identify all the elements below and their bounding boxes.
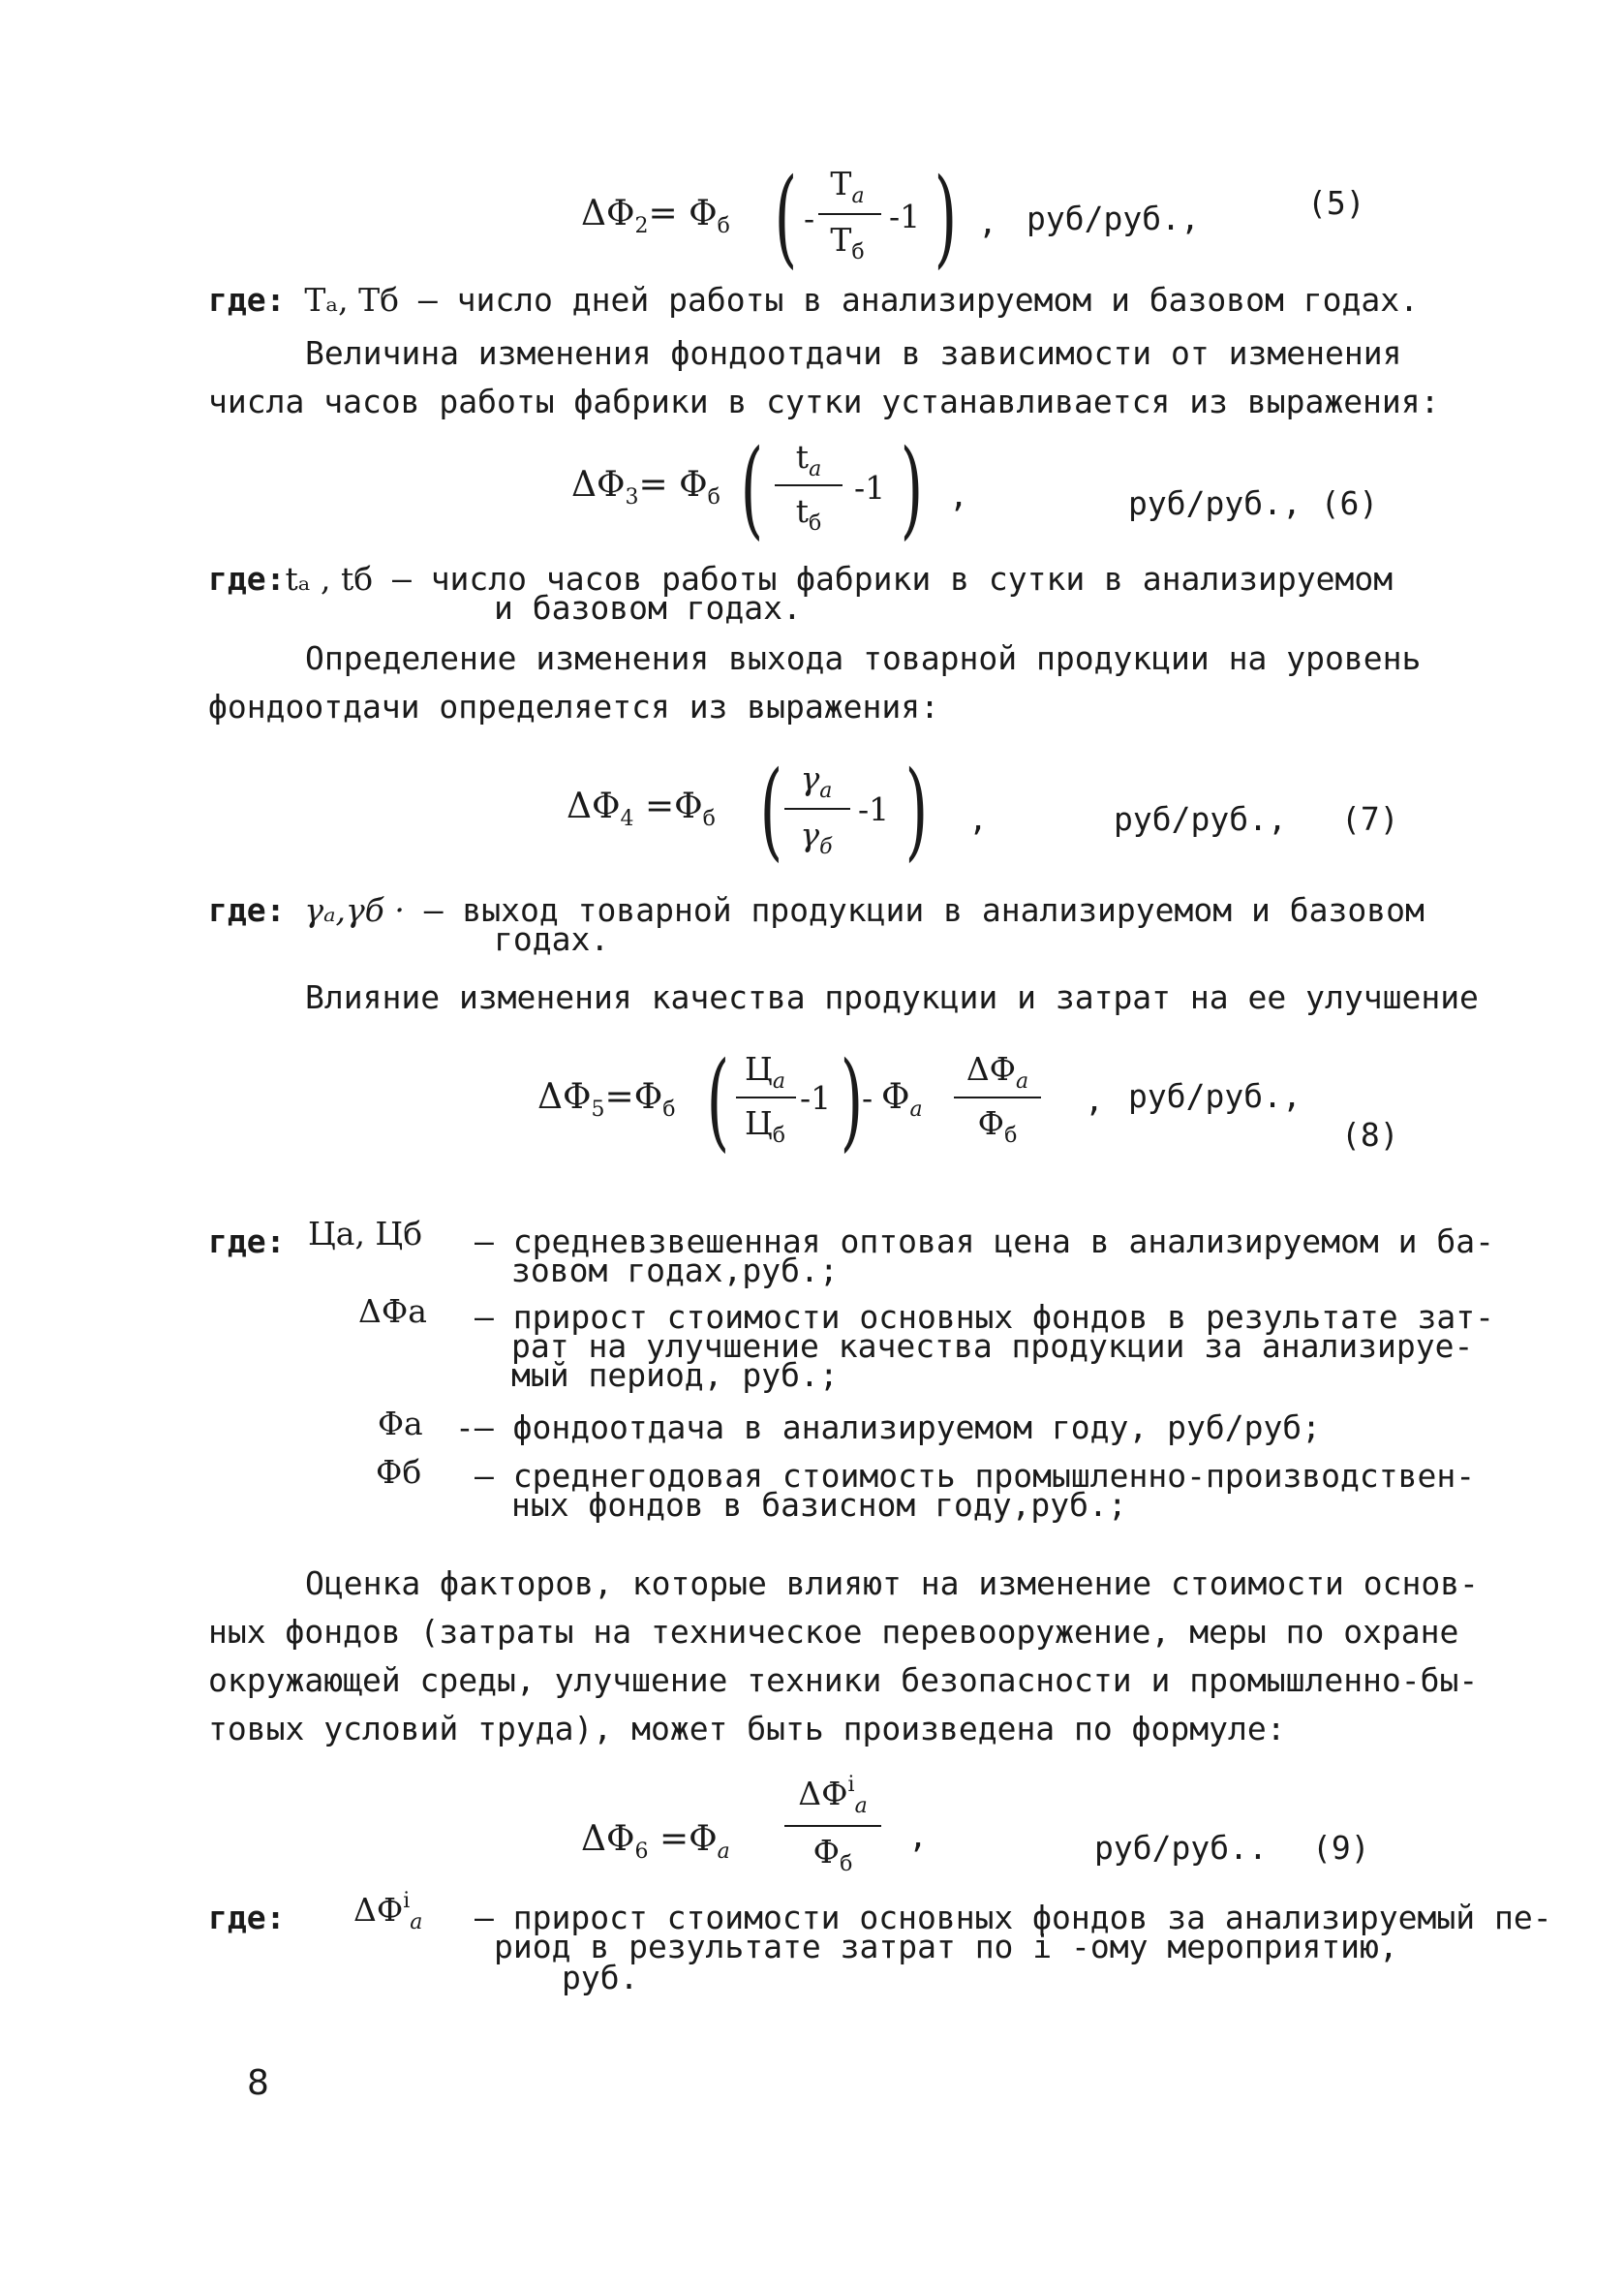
eq5-rparen: ) [934,155,958,279]
where-7-line-2: годах. [494,920,610,958]
eq8-denominator-2: $Ф_б$ [977,1104,1018,1148]
eq5-prefix-minus: - [804,200,815,237]
eq5-minus-one: -1 [889,198,921,235]
paragraph-1-line-1: Величина изменения фондоотдачи в зависимости от изменения [305,334,1402,372]
eq5-lhs: $\Delta\Phi_2= \Phi_б$ [581,194,730,238]
eq5-lparen: ( [774,155,798,279]
where-9-sym: $\Delta Ф^i_a$ [353,1889,423,1934]
where-9-lead: где: [208,1899,286,1936]
where-8-item-4-line-1: – среднегодовая стоимость промышленно-производствен- [475,1457,1476,1495]
eq7-rparen: ) [904,748,929,872]
eq7-comma: , [968,800,988,838]
eq7-number: (7) [1341,800,1399,838]
eq5-number: (5) [1307,184,1365,222]
eq5-unit: руб/руб., [1026,200,1200,237]
eq9-lhs: $\Delta\Phi_6 =\Phi_a$ [581,1819,730,1864]
eq5-fraction-bar [818,213,881,215]
where-8-item-3-line-1: -– фондоотдача в анализируемом году, руб/руб; [455,1408,1322,1446]
eq7-denominator: $\gamma_б$ [800,816,833,859]
eq8-numerator-2: $\Delta Ф_a$ [965,1050,1029,1094]
eq8-number: (8) [1341,1116,1399,1154]
eq8-fraction-bar [736,1097,796,1098]
where-7-line-1: где: γₐ,γб · – выход товарной продукции в анализируемом и базовом [208,891,1425,929]
eq8-denominator: $Ц_б$ [744,1104,786,1148]
eq8-comma: , [1085,1081,1104,1119]
eq6-comma: , [949,477,968,514]
eq6-lhs: $\Delta\Phi_3= \Phi_б$ [571,465,720,510]
where-6-line-1: где:tₐ , tб – число часов работы фабрики в сутки в анализируемом [208,560,1394,598]
where-5-line: где: Tₐ, Tб – число дней работы в анализируемом и базовом годах. [208,281,1419,319]
paragraph-4-line-4: товых условий труда), может быть произведена по формуле: [208,1710,1286,1747]
where-9-line-1: – прирост стоимости основных фондов за анализируемый пе- [475,1899,1552,1936]
eq9-numerator: $\Delta Ф^i_a$ [798,1773,868,1818]
where-8-sym-2: ΔФа [358,1292,427,1330]
where-8-lead: где: [208,1222,286,1260]
eq8-minus-one: -1 [800,1079,832,1117]
page-number: 8 [247,2063,269,2103]
eq7-minus-one: -1 [858,790,890,828]
eq9-denominator: $Ф_б$ [812,1833,853,1876]
eq6-unit: руб/руб., (6) [1128,484,1379,522]
eq8-minus: - [862,1079,873,1117]
eq6-fraction-bar [775,484,843,486]
eq7-lhs: $\Delta\Phi_4 =\Phi_б$ [567,787,716,831]
eq8-coef2: $\Phi_a$ [881,1077,923,1122]
where-8-sym-3: Φа [378,1405,423,1442]
where-8-sym-4: Фб [376,1453,422,1491]
eq8-lparen: ( [706,1038,730,1162]
paragraph-1-line-2: числа часов работы фабрики в сутки устанавливается из выражения: [208,383,1440,420]
paragraph-4-line-1: Оценка факторов, которые влияют на изменение стоимости основ- [305,1564,1479,1602]
eq9-number: (9) [1312,1829,1370,1867]
where-8-item-1-line-2: зовом годах,руб.; [511,1252,839,1289]
eq6-lparen: ( [740,426,764,550]
eq7-fraction-bar [784,808,850,810]
where-9-line-3: руб. [562,1959,639,1996]
where-9-line-2: риод в результате затрат по i -ому мероприятию, [494,1928,1398,1965]
eq5-denominator: $T_б$ [830,221,865,264]
eq8-lhs: $\Delta\Phi_5=\Phi_б$ [537,1077,676,1122]
where-8-item-2-line-3: мый период, руб.; [511,1356,839,1394]
paragraph-2-line-1: Определение изменения выхода товарной продукции на уровень [305,639,1422,677]
eq5-comma: , [978,203,997,241]
eq8-numerator: $Ц_a$ [745,1050,785,1094]
eq6-numerator: $t_a$ [795,438,822,481]
where-8-sym-1: Ца, Цб [308,1215,423,1252]
eq5-numerator: $T_a$ [830,165,865,208]
paragraph-3: Влияние изменения качества продукции и затрат на ее улучшение [305,978,1479,1016]
eq6-denominator: $t_б$ [795,492,822,536]
eq6-rparen: ) [900,426,924,550]
eq9-comma: , [908,1817,928,1855]
paragraph-4-line-2: ных фондов (затраты на техническое перевооружение, меры по охране [208,1613,1459,1651]
eq9-fraction-bar [784,1825,881,1827]
paragraph-2-line-2: фондоотдачи определяется из выражения: [208,688,939,726]
eq9-unit: руб/руб.. [1094,1829,1268,1867]
where-6-line-2: и базовом годах. [494,589,802,627]
eq7-unit: руб/руб., [1114,800,1287,838]
eq7-lparen: ( [759,748,783,872]
where-8-item-2-line-1: – прирост стоимости основных фондов в результате зат- [475,1298,1494,1336]
eq7-numerator: $\gamma_a$ [800,759,833,803]
eq6-minus-one: -1 [854,469,886,507]
paragraph-4-line-3: окружающей среды, улучшение техники безопасности и промышленно-бы- [208,1661,1479,1699]
eq8-fraction-bar-2 [954,1097,1041,1098]
eq8-unit: руб/руб., [1128,1077,1302,1115]
where-8-item-4-line-2: ных фондов в базисном году,руб.; [511,1486,1127,1524]
where-8-item-2-line-2: рат на улучшение качества продукции за анализируе- [511,1327,1474,1365]
where-8-item-1-line-1: – средневзвешенная оптовая цена в анализируемом и ба- [475,1222,1494,1260]
eq8-rparen: ) [840,1038,864,1162]
